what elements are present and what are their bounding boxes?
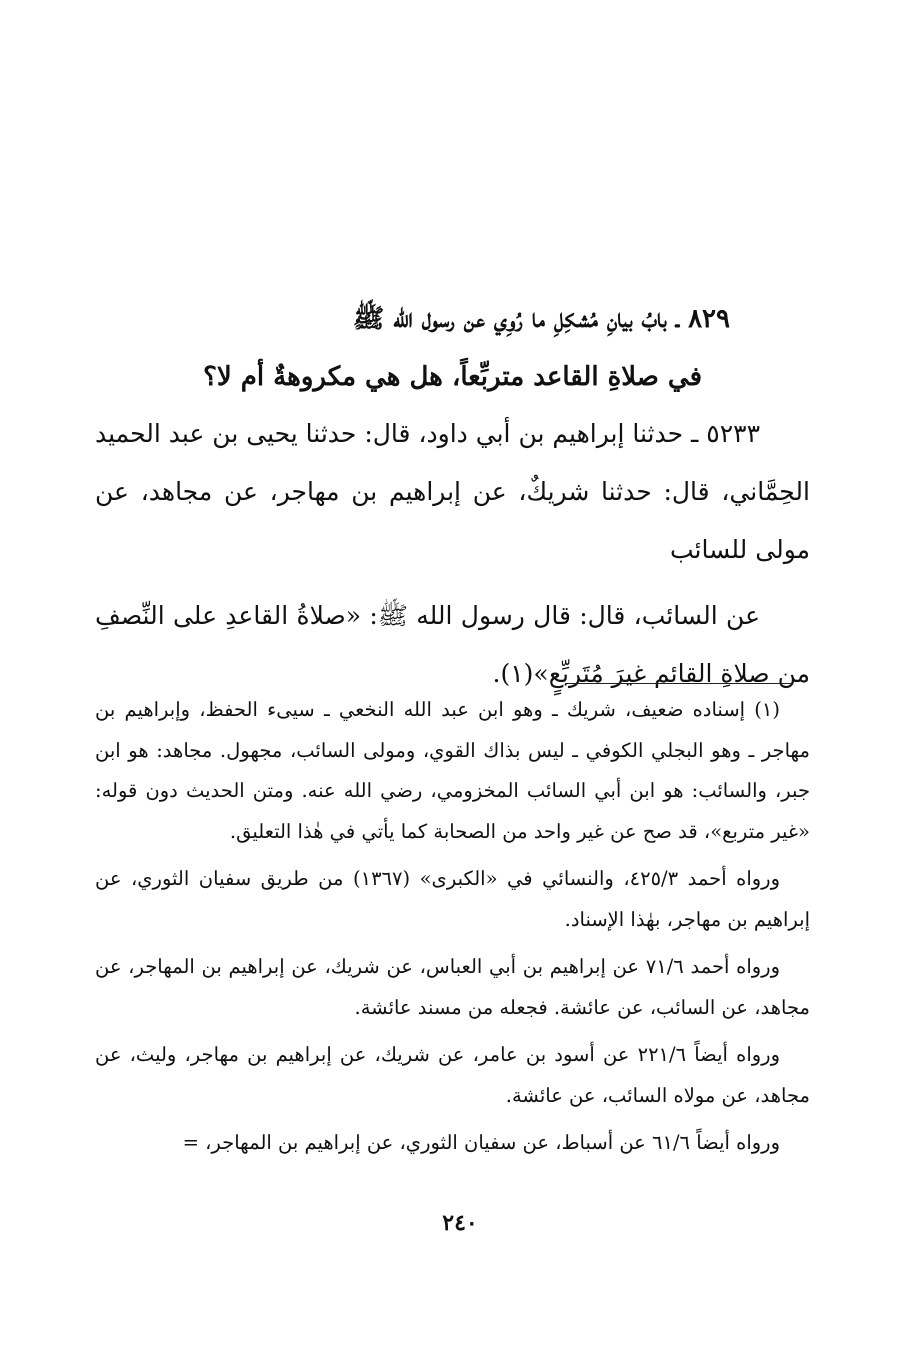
footnotes <box>95 690 810 1171</box>
hadith-isnad: ٥٢٣٣ ـ حدثنا إبراهيم بن أبي داود، قال: حدثنا يحيى بن عبد الحميد الحِمَّاني، قال: حدثنا شريكٌ، عن إبراهيم بن مهاجر، عن مجاهد، عن مولى للسائب <box>95 419 810 564</box>
footnote-paragraph: ورواه أيضاً ٦١/٦ عن أسباط، عن سفيان الثوري، عن إبراهيم بن المهاجر، = <box>182 1131 780 1154</box>
chapter-title-line-1: ٨٢٩ ـ بابُ بيانِ مُشكِلِ ما رُوِي عن رسول الله ﷺ <box>352 304 730 334</box>
footnote-paragraph: ورواه أحمد ٤٢٥/٣، والنسائي في «الكبرى» (١٣٦٧) من طريق سفيان الثوري، عن إبراهيم بن مهاجر، بهٰذا الإسناد. <box>95 867 810 931</box>
page-number: ٢٤٠ <box>442 1210 478 1236</box>
main-text <box>95 405 810 703</box>
chapter-heading <box>120 290 730 406</box>
footnote-1: (١) إسناده ضعيف، شريك ـ وهو ابن عبد الله النخعي ـ سيىء الحفظ، وإبراهيم بن مهاجر ـ وهو البجلي الكوفي ـ ليس بذاك القوي، ومولى السائب، مجهول. مجاهد: هو ابن جبر، والسائب: هو ابن أبي السائب المخزومي، رضي الله عنه. ومتن الحديث دون قوله: «غير متربع»، قد صح عن غير واحد من الصحابة كما يأتي في هٰذا التعليق. <box>95 698 810 843</box>
hadith-matn: عن السائب، قال: قال رسول الله ﷺ: «صلاةُ القاعدِ على النِّصفِ من صلاةِ القائم غيرَ مُتَربِّعٍ»(١). <box>95 601 810 688</box>
chapter-title-line-2: في صلاةِ القاعد متربِّعاً، هل هي مكروهةٌ أم لا؟ <box>203 362 702 392</box>
footnote-paragraph: ورواه أحمد ٧١/٦ عن إبراهيم بن أبي العباس، عن شريك، عن إبراهيم بن المهاجر، عن مجاهد، عن السائب، عن عائشة. فجعله من مسند عائشة. <box>95 955 810 1019</box>
footnote-separator <box>565 683 792 684</box>
footnote-paragraph: ورواه أيضاً ٢٢١/٦ عن أسود بن عامر، عن شريك، عن إبراهيم بن مهاجر، وليث، عن مجاهد، عن مولاه السائب، عن عائشة. <box>95 1043 810 1107</box>
